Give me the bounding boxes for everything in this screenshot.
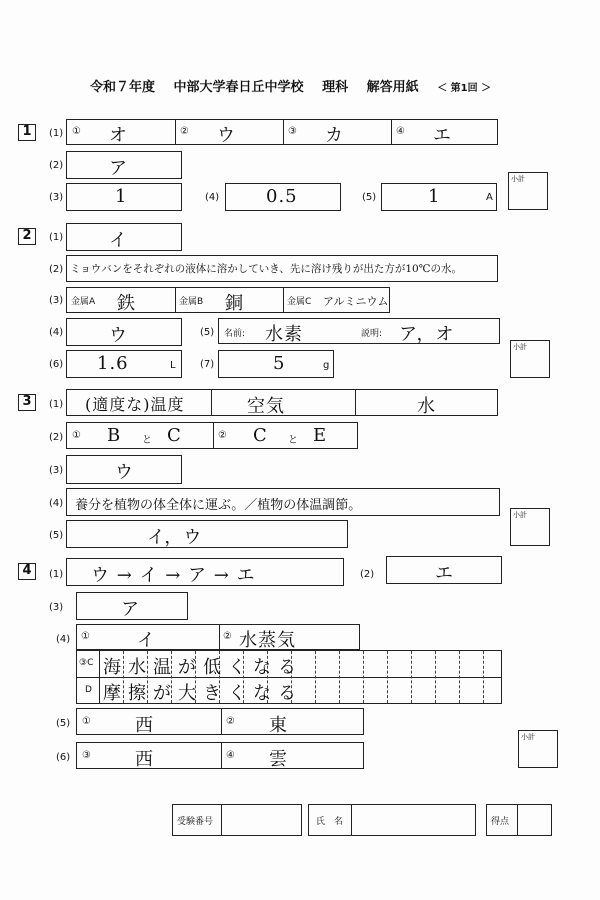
s2-q5-explanation: ア，オ bbox=[399, 324, 455, 345]
s1-subtotal-box[interactable] bbox=[508, 172, 548, 210]
s2-q1-answer: イ bbox=[109, 230, 128, 251]
s4-q6-answer-3: 西 bbox=[135, 749, 154, 770]
circle-1: ① bbox=[82, 716, 91, 727]
s1-q1-answer-2: ウ bbox=[217, 125, 236, 146]
s2-subtotal-box[interactable] bbox=[510, 340, 550, 378]
s2-q6-label: (6) bbox=[49, 359, 64, 370]
s4-q1-label: (1) bbox=[49, 569, 64, 580]
s4-q3-label: (3) bbox=[49, 602, 64, 613]
title-year: 令和７年度 bbox=[90, 80, 156, 95]
s4-q3-answer-box[interactable] bbox=[76, 592, 188, 620]
s3-q3-answer-box[interactable] bbox=[66, 455, 182, 484]
s4-q3-answer: ア bbox=[121, 599, 140, 620]
s3-subtotal-box[interactable] bbox=[510, 508, 550, 546]
s2-q5-name-label: 名前: bbox=[224, 329, 246, 339]
s1-q5-answer: 1 bbox=[428, 186, 441, 207]
grid-line bbox=[435, 651, 436, 703]
s1-q4-answer-box[interactable] bbox=[225, 183, 341, 211]
divider bbox=[99, 651, 100, 703]
section-2-number: 2 bbox=[18, 228, 36, 245]
s3-q2-label: (2) bbox=[49, 432, 64, 443]
divider bbox=[219, 625, 220, 649]
metal-b-label: 金属B bbox=[179, 297, 204, 307]
s4-q4-d-label: D bbox=[85, 685, 92, 695]
section-1-number: 1 bbox=[18, 124, 36, 141]
s2-q5-label: (5) bbox=[200, 327, 215, 338]
s1-q5-label: (5) bbox=[362, 192, 377, 203]
divider bbox=[355, 390, 356, 415]
page-title bbox=[90, 76, 491, 95]
name-field[interactable] bbox=[308, 804, 476, 836]
divider bbox=[351, 805, 352, 835]
s4-q5-label: (5) bbox=[56, 718, 71, 729]
s3-q2-a1: B bbox=[107, 425, 122, 446]
grid-line bbox=[387, 651, 388, 703]
s4-q4-answer-2: 水蒸気 bbox=[239, 630, 296, 651]
metal-c-label: 金属C bbox=[287, 297, 312, 307]
s4-subtotal-box[interactable] bbox=[518, 730, 558, 768]
s4-q4-answer-row[interactable] bbox=[76, 624, 360, 650]
circle-3: ③ bbox=[82, 750, 91, 761]
section-3-number: 3 bbox=[18, 394, 36, 411]
s2-q2-label: (2) bbox=[49, 264, 64, 275]
circle-4: ④ bbox=[396, 126, 405, 137]
title-round: ＜ 第1回 ＞ bbox=[437, 83, 492, 94]
metal-a-answer: 鉄 bbox=[117, 293, 136, 314]
s4-q1-answer: ウ → イ → ア → エ bbox=[91, 565, 256, 586]
title-form: 解答用紙 bbox=[366, 80, 419, 95]
s3-q5-answer-box[interactable] bbox=[66, 520, 348, 548]
s3-q4-label: (4) bbox=[49, 498, 64, 509]
score-label: 得点 bbox=[491, 817, 510, 827]
s4-q6-answer-4: 雲 bbox=[269, 749, 288, 770]
grid-line bbox=[315, 651, 316, 703]
circle-1: ① bbox=[81, 631, 90, 642]
divider bbox=[175, 120, 176, 144]
s4-q1-answer-box[interactable] bbox=[66, 558, 344, 586]
s2-q5-explanation-label: 説明: bbox=[361, 329, 383, 339]
s2-q7-answer-box[interactable] bbox=[218, 350, 334, 378]
circle-4: ④ bbox=[226, 750, 235, 761]
s2-q2-answer-box[interactable] bbox=[66, 255, 498, 282]
s1-q1-label: (1) bbox=[49, 128, 64, 139]
s4-q4-c-label: ③C bbox=[79, 658, 94, 668]
s1-q4-answer: 0.5 bbox=[266, 186, 298, 207]
circle-1: ① bbox=[72, 430, 81, 441]
circle-2: ② bbox=[180, 126, 189, 137]
s4-q2-answer: エ bbox=[435, 563, 454, 584]
s1-q2-label: (2) bbox=[49, 160, 64, 171]
s3-q1-answer-2: 空気 bbox=[247, 396, 285, 417]
grid-line bbox=[363, 651, 364, 703]
s4-q6-answer-row[interactable] bbox=[76, 742, 364, 769]
s2-q3-answer-row[interactable] bbox=[66, 287, 390, 313]
circle-2: ② bbox=[223, 631, 232, 642]
title-school: 中部大学春日丘中学校 bbox=[173, 80, 304, 95]
s3-q4-answer: 養分を植物の体全体に運ぶ。／植物の体温調節。 bbox=[75, 498, 362, 513]
subtotal-label: 小計 bbox=[513, 511, 527, 519]
s1-q5-unit: A bbox=[486, 192, 493, 203]
s1-q1-answer-3: カ bbox=[325, 125, 344, 146]
divider bbox=[283, 120, 284, 144]
exam-number-label: 受験番号 bbox=[177, 817, 214, 827]
and-label: と bbox=[142, 435, 152, 446]
exam-number-field[interactable] bbox=[172, 804, 302, 836]
s2-q4-answer-box[interactable] bbox=[66, 318, 182, 346]
metal-a-label: 金属A bbox=[71, 297, 96, 307]
divider bbox=[221, 805, 222, 835]
s2-q5-answer-box[interactable] bbox=[218, 318, 500, 344]
s2-q3-label: (3) bbox=[49, 295, 64, 306]
s2-q7-unit: g bbox=[323, 360, 330, 371]
s2-q6-answer: 1.6 bbox=[97, 353, 129, 374]
s4-q4-answer-1: イ bbox=[137, 630, 156, 651]
s4-q4-c-answer: 海水温が低くなる bbox=[103, 657, 303, 678]
circle-2: ② bbox=[226, 716, 235, 727]
section-4-number: 4 bbox=[18, 563, 36, 580]
divider bbox=[221, 743, 222, 768]
s2-q4-answer: ウ bbox=[109, 325, 128, 346]
s2-q1-answer-box[interactable] bbox=[66, 223, 182, 251]
subtotal-label: 小計 bbox=[521, 733, 535, 741]
s4-q4-label: (4) bbox=[56, 634, 71, 645]
subtotal-label: 小計 bbox=[511, 175, 525, 183]
s3-q3-label: (3) bbox=[49, 465, 64, 476]
divider bbox=[211, 390, 212, 415]
circle-2: ② bbox=[218, 430, 227, 441]
name-label: 氏 名 bbox=[316, 817, 344, 827]
divider bbox=[517, 805, 518, 835]
divider bbox=[175, 288, 176, 312]
s1-q3-label: (3) bbox=[49, 192, 64, 203]
circle-3: ③ bbox=[288, 126, 297, 137]
subtotal-label: 小計 bbox=[513, 343, 527, 351]
s1-q3-answer: 1 bbox=[115, 186, 128, 207]
s1-q1-answer-row[interactable] bbox=[66, 119, 498, 145]
s1-q4-label: (4) bbox=[205, 192, 220, 203]
grid-line bbox=[339, 651, 340, 703]
score-field[interactable] bbox=[486, 804, 552, 836]
s1-q2-answer: ア bbox=[109, 158, 128, 179]
s2-q2-answer: ミョウバンをそれぞれの液体に溶かしていき、先に溶け残りが出た方が10℃の水。 bbox=[70, 263, 462, 275]
s3-q2-answer-row[interactable] bbox=[66, 422, 358, 449]
s4-q5-answer-2: 東 bbox=[269, 715, 288, 736]
s3-q1-answer-1: (適度な)温度 bbox=[85, 395, 185, 414]
s2-q1-label: (1) bbox=[49, 232, 64, 243]
s2-q7-answer: 5 bbox=[273, 353, 286, 374]
s4-q6-label: (6) bbox=[56, 752, 71, 763]
s1-q1-answer-1: オ bbox=[109, 125, 128, 146]
s3-q1-label: (1) bbox=[49, 399, 64, 410]
s1-q1-answer-4: エ bbox=[433, 125, 452, 146]
divider bbox=[213, 423, 214, 448]
s1-q5-answer-box[interactable] bbox=[381, 183, 497, 211]
divider bbox=[391, 120, 392, 144]
and-label: と bbox=[288, 435, 298, 446]
s3-q5-answer: イ，ウ bbox=[147, 527, 203, 548]
s3-q2-a2: C bbox=[167, 425, 182, 446]
s3-q4-answer-box[interactable] bbox=[66, 488, 500, 516]
metal-c-answer: アルミニウム bbox=[323, 295, 389, 308]
grid-line bbox=[459, 651, 460, 703]
s2-q6-unit: L bbox=[170, 360, 176, 371]
circle-1: ① bbox=[72, 126, 81, 137]
metal-b-answer: 銅 bbox=[225, 293, 244, 314]
s1-q3-answer-box[interactable] bbox=[66, 183, 182, 211]
grid-line bbox=[483, 651, 484, 703]
grid-line bbox=[411, 651, 412, 703]
s3-q1-answer-3: 水 bbox=[417, 396, 436, 417]
s4-q4-d-answer: 摩擦が大きくなる bbox=[103, 683, 303, 704]
divider bbox=[221, 709, 222, 734]
s3-q2-b2: E bbox=[313, 425, 328, 446]
s4-q5-answer-row[interactable] bbox=[76, 708, 364, 735]
s2-q6-answer-box[interactable] bbox=[66, 350, 182, 378]
s2-q4-label: (4) bbox=[49, 327, 64, 338]
s2-q5-name: 水素 bbox=[265, 324, 303, 345]
title-subject: 理科 bbox=[322, 80, 349, 95]
s3-q2-b1: C bbox=[253, 425, 268, 446]
s3-q5-label: (5) bbox=[49, 530, 64, 541]
s3-q1-answer-row[interactable] bbox=[66, 389, 498, 416]
s3-q3-answer: ウ bbox=[115, 462, 134, 483]
s4-q5-answer-1: 西 bbox=[135, 715, 154, 736]
s4-q4-grid[interactable] bbox=[76, 650, 502, 704]
s2-q7-label: (7) bbox=[200, 359, 215, 370]
divider bbox=[283, 288, 284, 312]
s1-q2-answer-box[interactable] bbox=[66, 151, 182, 179]
s4-q2-answer-box[interactable] bbox=[386, 556, 502, 584]
s4-q2-label: (2) bbox=[360, 569, 375, 580]
